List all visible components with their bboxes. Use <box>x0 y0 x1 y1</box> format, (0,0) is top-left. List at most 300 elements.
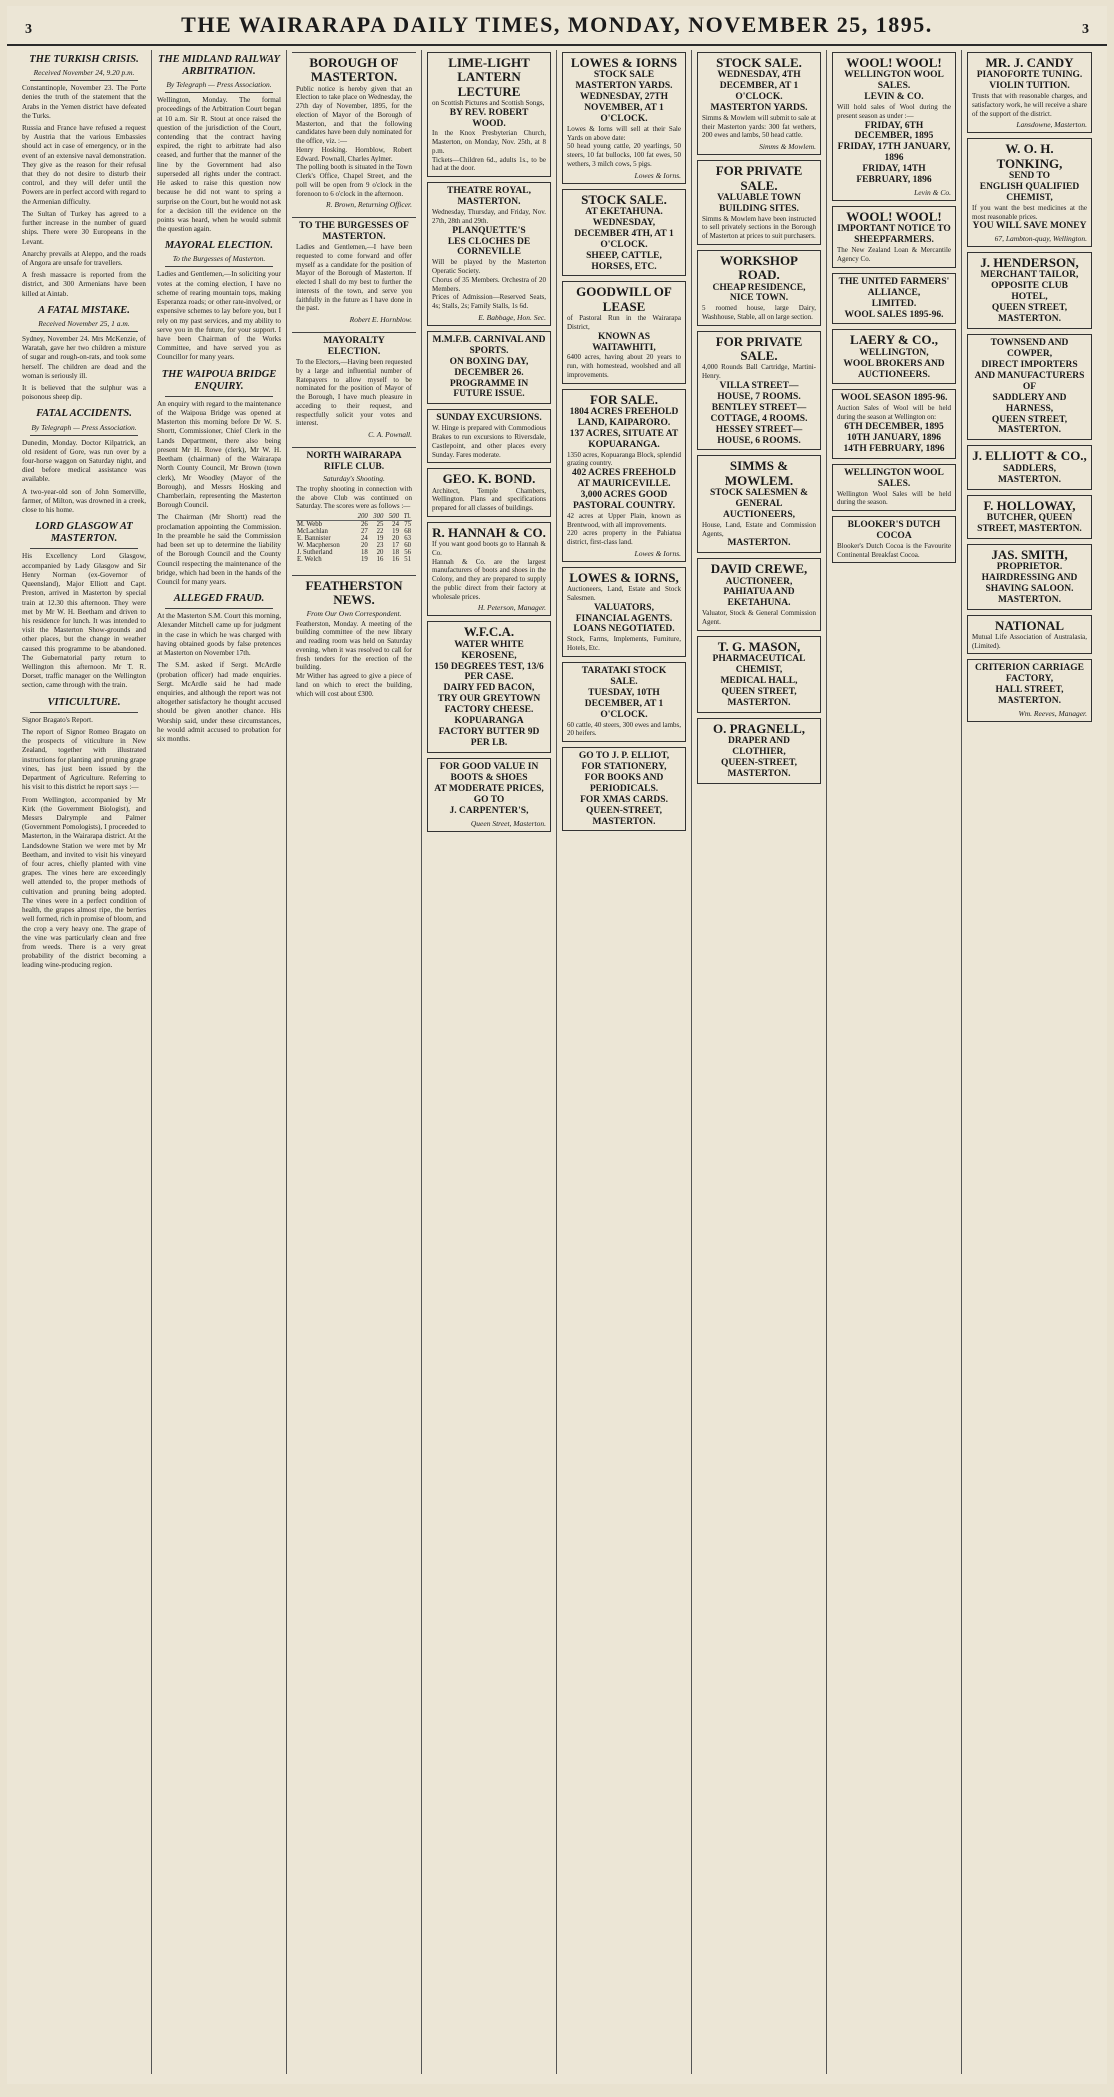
ad-line: The polling booth is situated in the Town Clerk's Office, Chapel Street, and the poll will be open from 9 o'clock in the forenoon to 6 o'clock in the afternoon. <box>296 163 412 198</box>
ad-subhead: From Our Own Correspondent. <box>306 608 402 618</box>
advertisement <box>967 659 1092 722</box>
ad-line: 4,000 Rounds Ball Cartridge, Martini-Henry. <box>702 363 816 381</box>
ad-line: ON BOXING DAY, DECEMBER 26. <box>449 356 529 378</box>
ad-signature: 67, Lambton-quay, Wellington. <box>994 234 1087 244</box>
ad-line: 5 roomed house, large Dairy, Washhouse, Stable, all on large section. <box>702 304 816 322</box>
ad-line: 402 ACRES FREEHOLD AT MAURICEVILLE. <box>572 468 676 490</box>
ad-title: FOR PRIVATE SALE. <box>715 333 803 364</box>
score-cell: 17 <box>392 542 399 550</box>
ad-signature: Lowes & Iorns. <box>634 170 681 180</box>
score-table <box>296 513 412 563</box>
column-6 <box>692 50 827 2074</box>
headline-rule <box>165 92 273 93</box>
ad-line: The trophy shooting in connection with the above Club was continued on Saturday. The scores were as follows :— <box>296 484 412 511</box>
ad-line: FOR BOOKS AND PERIODICALS. <box>584 772 664 794</box>
score-cell: 68 <box>404 528 411 536</box>
headline-rule <box>30 80 138 81</box>
article-paragraph: His Excellency Lord Glasgow, accompanied by Lady Glasgow and Sir Henry Norman (ex-Governor of Queensland), Major Elliott and Capt. Preston, arrived in Masterton by special train at 12.30 this afternoon. They were met by Mr W. H. Beetham and driven to his residence for lunch. It was intended to visit the Masterton Show-grounds and other places, but the change in weather caused this programme to be abandoned. The Gubernatorial party return to Wellington this afternoon. Mr T. R. Dorset, traffic manager on the Wellington section, came through with the train. <box>22 552 146 690</box>
ad-line: To the Electors,—Having been requested by a large and influential number of Ratepayers to allow myself to be nominated for the position of Mayor of the Borough, I have much pleasure in acceding to their request, and respectfully solicit your votes and interest. <box>296 358 412 428</box>
ad-title: T. G. MASON, <box>717 638 801 654</box>
ad-line: LIMITED. <box>871 298 917 309</box>
advertisement <box>832 329 956 384</box>
ad-title: SUNDAY EXCURSIONS. <box>436 413 542 424</box>
ad-title: JAS. SMITH, <box>991 546 1068 562</box>
ad-line: 220 acres property in the Pahiatua district, first-class land. <box>567 529 681 547</box>
ad-signature: C. A. Pownall. <box>368 430 412 440</box>
ad-line: In the Knox Presbyterian Church, Masterton, on Monday, Nov. 25th, at 8 p.m. <box>432 129 546 155</box>
score-cell: 18 <box>361 549 368 557</box>
ad-line: PLANQUETTE'S <box>452 225 526 236</box>
advertisement <box>562 567 686 657</box>
advertisement <box>697 250 821 326</box>
ad-title: W.F.C.A. <box>463 624 515 640</box>
ad-title: WOOL SEASON 1895-96. <box>840 393 948 404</box>
ad-line: MASTERTON YARDS. <box>575 81 673 92</box>
ad-signature: Simms & Mowlem. <box>759 142 816 152</box>
advertisement <box>292 447 416 570</box>
article <box>22 408 146 515</box>
score-cell: 24 <box>361 535 368 543</box>
ad-line: 137 ACRES, SITUATE AT KOPUARANGA. <box>569 428 679 450</box>
score-cell: 63 <box>404 535 411 543</box>
ad-line: 6TH DECEMBER, 1895 <box>844 421 944 432</box>
advertisement <box>562 662 686 742</box>
ad-title: TARATAKI STOCK SALE. <box>581 665 667 687</box>
ad-title: TOWNSEND AND COWPER, <box>990 338 1069 359</box>
ad-line: Ladies and Gentlemen,—I have been requested to come forward and offer myself as a candidate for the position of Mayor of the Borough of Masterton. If elected I shall do my best to further the interests of the town, and serve you faithfully in the future as I have done in the past. <box>296 243 412 313</box>
score-row <box>296 556 412 563</box>
ad-line: Featherston, Monday. A meeting of the building committee of the new library and reading room was held on Saturday evening, when it was resolved to call for fresh tenders for the erection of the building. <box>296 619 412 672</box>
score-cell: McLachlan <box>297 528 328 536</box>
ad-line: If you want good boots go to Hannah & Co. <box>432 540 546 557</box>
advertisement <box>427 409 551 463</box>
page-number-right: 3 <box>1081 22 1089 37</box>
ad-line: 10TH JANUARY, 1896 <box>846 432 942 443</box>
ad-line: on Scottish Pictures and Scottish Songs, <box>432 98 545 107</box>
ad-line: TRY OUR GREYTOWN FACTORY CHEESE. <box>437 694 541 716</box>
article-headline: THE TURKISH CRISIS. <box>29 54 139 65</box>
ad-line: FRIDAY, 14TH FEBRUARY, 1896 <box>856 164 932 186</box>
ad-line: 60 cattle, 40 steers, 300 ewes and lambs, 20 heifers. <box>567 720 681 738</box>
ad-line: KOPUARANGA FACTORY BUTTER 9D PER LB. <box>438 716 540 748</box>
ad-line: FOR STATIONERY, <box>581 761 667 772</box>
score-cell: 24 <box>392 521 399 529</box>
score-header-cell: Tl. <box>400 513 412 521</box>
article-paragraph: Anarchy prevails at Aleppo, and the roads of Angora are unsafe for travellers. <box>22 249 146 267</box>
column-1 <box>17 50 152 2074</box>
ad-line: PIANOFORTE TUNING. <box>976 70 1083 81</box>
ad-line: MASTERTON YARDS. <box>710 103 808 114</box>
article-paragraph: The report of Signor Romeo Bragato on the prospects of viticulture in New Zealand, together with illustrated instructions for planting and pruning grape vines, has just been issued by the Department of Agriculture. Referring to his visit to this district he report says :— <box>22 727 146 792</box>
ad-title: BLOOKER'S DUTCH COCOA <box>847 520 941 541</box>
column-8 <box>962 50 1097 2074</box>
article-paragraph: Constantinople, November 23. The Porte denies the truth of the statement that the Arabs in the Yemen district have defeated the Turks. <box>22 84 146 120</box>
ad-line: 14TH FEBRUARY, 1896 <box>843 443 945 454</box>
article-paragraph: A two-year-old son of John Somerville, farmer, of Milton, was drowned in a creek, close to his home. <box>22 487 146 515</box>
advertisement <box>832 273 956 325</box>
ad-signature: R. Brown, Returning Officer. <box>326 200 412 210</box>
column-7 <box>827 50 962 2074</box>
ad-title: GOODWILL OF LEASE <box>576 284 672 314</box>
ad-line: HESSEY STREET—HOUSE, 6 ROOMS. <box>715 424 803 446</box>
advertisement <box>562 389 686 562</box>
ad-title: SIMMS & MOWLEM. <box>724 458 794 488</box>
ad-line: Will hold sales of Wool during the present season as under :— <box>837 103 951 120</box>
ad-line: 1350 acres, Kopuaranga Block, splendid grazing country. <box>567 450 681 468</box>
score-row <box>296 528 412 535</box>
ad-line: VALUATORS, FINANCIAL AGENTS. <box>575 602 673 624</box>
score-cell: 22 <box>376 528 384 536</box>
ad-line: SHEEP, CATTLE, HORSES, ETC. <box>586 250 662 272</box>
article <box>157 240 281 362</box>
advertisement <box>832 206 956 268</box>
article-headline: THE WAIPOUA BRIDGE ENQUIRY. <box>161 368 277 392</box>
ad-line: of Pastoral Run in the Wairarapa District, <box>567 314 681 331</box>
score-cell: 19 <box>392 528 399 536</box>
ad-line: Architect, Temple Chambers, Wellington. Plans and specifications prepared for all classes of buildings. <box>432 486 546 513</box>
ad-line: HALL STREET, MASTERTON. <box>995 685 1064 707</box>
article-headline: VITICULTURE. <box>47 696 121 708</box>
ad-line: 3,000 ACRES GOOD PASTORAL COUNTRY. <box>573 490 675 511</box>
ad-line: PROPRIETOR. <box>996 561 1063 572</box>
ad-line: Mutual Life Association of Australasia, (Limited). <box>972 632 1087 650</box>
score-cell: 18 <box>392 549 399 557</box>
ad-line: QUEEN-STREET, MASTERTON. <box>720 757 798 779</box>
ad-line: Chorus of 35 Members. Orchestra of 20 Members. <box>432 275 546 293</box>
ad-line: BENTLEY STREET—COTTAGE, 4 ROOMS. <box>710 402 808 424</box>
ad-title: CRITERION CARRIAGE FACTORY, <box>975 663 1084 685</box>
ad-line: Blooker's Dutch Cocoa is the Favourite Continental Breakfast Cocoa. <box>837 541 951 559</box>
score-header-cell: 300 <box>369 513 385 521</box>
score-cell: 75 <box>404 521 411 529</box>
ad-line: 50 head young cattle, 20 yearlings, 50 steers, 10 fat bullocks, 100 fat ewes, 50 wethers, 3 milch cows, 5 pigs. <box>567 142 681 168</box>
ad-title: LIME-LIGHT LANTERN LECTURE <box>448 55 530 99</box>
article-paragraph: Sydney, November 24. Mrs McKenzie, of Waratah, gave her two children a mixture of sugar and rough-on-rats, and took some herself. The children are dead and the woman is seriously ill. <box>22 334 146 380</box>
ad-line: QUEEN-STREET, MASTERTON. <box>585 805 663 827</box>
ad-title: LOWES & IORNS <box>570 55 678 70</box>
ad-title: MAYORALTY ELECTION. <box>323 336 385 358</box>
article-paragraph: A fresh massacre is reported from the district, and 300 Armenians have been killed at Aintab. <box>22 271 146 298</box>
ad-line: If you want the best medicines at the most reasonable prices. <box>972 203 1087 221</box>
ad-title: WOOL! WOOL! <box>846 55 942 70</box>
ad-line: CHEAP RESIDENCE, NICE TOWN. <box>712 282 806 304</box>
advertisement <box>832 52 956 201</box>
ad-line: STOCK SALE <box>593 70 655 81</box>
score-cell: 23 <box>376 542 384 550</box>
article-subhead: To the Burgesses of Masterton. <box>172 254 266 264</box>
advertisement <box>427 52 551 177</box>
ad-line: ENGLISH QUALIFIED CHEMIST, <box>979 181 1080 203</box>
masthead <box>7 6 1107 46</box>
headline-rule <box>165 608 273 609</box>
advertisement <box>427 621 551 753</box>
ad-line: 1804 ACRES FREEHOLD LAND, KAIPARORO. <box>569 406 679 428</box>
paper-title: THE WAIRARAPA DAILY TIMES, MONDAY, NOVEMBER 25, 1895. <box>181 12 933 37</box>
ad-line: HAIRDRESSING AND SHAVING SALOON. <box>981 572 1078 594</box>
advertisement <box>967 52 1092 133</box>
headline-rule <box>30 548 138 549</box>
ad-signature: Wm. Reeves, Manager. <box>1018 709 1087 719</box>
ad-line: 150 DEGREES TEST, 13/6 PER CASE. <box>434 661 544 683</box>
ad-line: Hannah & Co. are the largest manufacturers of boots and shoes in the Colony, and they are prepared to supply the public direct from their factory at wholesale prices. <box>432 557 546 601</box>
ad-signature: Robert E. Hornblow. <box>349 315 412 325</box>
ad-line: YOU WILL SAVE MONEY <box>972 221 1087 232</box>
ad-signature: Queen Street, Masterton. <box>470 818 546 828</box>
article-paragraph: Ladies and Gentlemen,—In soliciting your votes at the coming election, I have no scheme of rearing mountain tops, making Esperanza roads; or other rate-involved, or expensive schemes to lay before you, but I rely on my past services, and my ability to serve you in the future, for your support. I have been Chairman of the Works Committee, and have served you as Councillor for many years. <box>157 270 281 362</box>
score-cell: 25 <box>376 521 384 529</box>
advertisement <box>832 516 956 563</box>
ad-line: AUCTIONEER, <box>725 576 793 587</box>
ad-title: J. ELLIOTT & CO., <box>972 448 1087 464</box>
ad-line: House, Land, Estate and Commission Agents, <box>702 520 816 538</box>
ad-line: Henry Hosking. Hornblow, Robert Edward. Pownall, Charles Aylmer. <box>296 145 412 163</box>
score-row <box>296 535 412 542</box>
ad-line: SEND TO <box>1008 170 1051 181</box>
advertisement <box>427 331 551 405</box>
column-2 <box>152 50 287 2074</box>
article-paragraph: The Chairman (Mr Shortt) read the proclamation appointing the Commission. In the preamble he said the Commission had been set up to determine the liability of the Borough Council and the County Council respecting the maintenance of the bridge, which had been in the hands of the Council for many years. <box>157 513 281 586</box>
ad-line: Simms & Mowlem have been instructed to sell privately sections in the Borough of Masterton at prices to suit purchasers. <box>702 214 816 241</box>
ad-line: STOCK SALESMEN & GENERAL AUCTIONEERS, <box>709 488 808 520</box>
score-cell: J. Sutherland <box>297 549 333 557</box>
ad-line: Tickets—Children 6d., adults 1s., to be had at the door. <box>432 155 546 173</box>
advertisement <box>292 52 416 212</box>
ad-line: MEDICAL HALL, <box>720 675 798 686</box>
advertisement <box>562 747 686 831</box>
ad-line: The New Zealand Loan & Mercantile Agency Co. <box>837 246 951 263</box>
article <box>22 54 146 299</box>
score-cell: 20 <box>361 542 368 550</box>
advertisement <box>427 522 551 617</box>
ad-signature: Lansdowne, Masterton. <box>1016 120 1087 130</box>
advertisement <box>427 758 551 832</box>
score-cell: 19 <box>376 535 384 543</box>
article-headline: MAYORAL ELECTION. <box>164 240 274 252</box>
headline-rule <box>165 266 273 267</box>
ad-title: NORTH WAIRARAPA RIFLE CLUB. <box>306 451 402 472</box>
ad-line: BUTCHER, QUEEN STREET, MASTERTON. <box>977 512 1082 534</box>
article-paragraph: At the Masterton S.M. Court this morning, Alexander Mitchell came up for judgment in the case in which he was charged with having obtained goods by false pretences at Masterton on November 17th. <box>157 612 281 658</box>
ad-title: M.M.F.B. CARNIVAL AND SPORTS. <box>432 334 546 356</box>
ad-line: PROGRAMME IN FUTURE ISSUE. <box>449 378 529 400</box>
advertisement <box>967 334 1092 440</box>
article-headline: THE MIDLAND RAILWAY ARBITRATION. <box>158 54 280 78</box>
score-cell: 51 <box>404 556 411 564</box>
ad-line: FOR XMAS CARDS. <box>580 794 668 805</box>
advertisement <box>832 389 956 458</box>
ad-line: IMPORTANT NOTICE TO SHEEPFARMERS. <box>837 224 951 246</box>
article-paragraph: The Sultan of Turkey has agreed to a further increase in the number of guard ships. There were 30 Europeans in the Levant. <box>22 209 146 246</box>
ad-title: LAERY & CO., <box>850 332 938 348</box>
ad-title: O. PRAGNELL, <box>712 720 806 736</box>
ad-title: MR. J. CANDY <box>985 55 1074 70</box>
score-cell: 56 <box>404 549 411 557</box>
ad-line: Mr Wither has agreed to give a piece of land on which to erect the building, which will cost about £300. <box>296 672 412 698</box>
article <box>157 369 281 588</box>
ad-line: WELLINGTON, <box>859 347 929 358</box>
ad-line: WEDNESDAY, 27TH NOVEMBER, AT 1 O'CLOCK. <box>580 92 668 124</box>
advertisement <box>967 252 1092 329</box>
ad-line: AT EKETAHUNA. <box>585 206 663 217</box>
article-headline: A FATAL MISTAKE. <box>38 304 130 316</box>
ad-subhead: Saturday's Shooting. <box>323 473 385 483</box>
ad-title: STOCK SALE. <box>716 55 802 70</box>
advertisement <box>967 445 1092 489</box>
ad-line: VIOLIN TUITION. <box>989 81 1070 92</box>
article <box>157 54 281 234</box>
score-row <box>296 549 412 556</box>
ad-line: LEVIN & CO. <box>864 92 924 103</box>
ad-signature: H. Peterson, Manager. <box>477 603 546 613</box>
ad-line: Lowes & Iorns will sell at their Sale Yards on above date: <box>567 124 681 142</box>
score-cell: 20 <box>376 549 384 557</box>
ad-line: SADDLERS, MASTERTON. <box>997 463 1062 485</box>
score-cell: 27 <box>361 528 368 536</box>
newspaper-page <box>7 6 1107 2084</box>
ad-line: BY REV. ROBERT WOOD. <box>449 107 529 129</box>
ad-title: STOCK SALE. <box>581 191 667 207</box>
score-header-cell: 200 <box>353 513 369 521</box>
ad-line: PAHIATUA AND EKETAHUNA. <box>723 587 795 609</box>
score-row <box>296 521 412 529</box>
ad-line: FRIDAY, 6TH DECEMBER, 1895 <box>854 120 934 142</box>
score-header-row <box>296 513 412 521</box>
ad-title: WORKSHOP ROAD. <box>719 252 798 283</box>
ad-title: TO THE BURGESSES OF MASTERTON. <box>299 221 409 243</box>
ad-line: WOOL SALES 1895-96. <box>844 309 944 320</box>
article-headline: ALLEGED FRAUD. <box>173 593 265 605</box>
ad-title: DAVID CREWE, <box>710 561 808 577</box>
ad-line: Auctioneers, Land, Estate and Stock Salesmen. <box>567 585 681 602</box>
ad-line: DIRECT IMPORTERS AND MANUFACTURERS OF <box>974 359 1085 392</box>
headline-rule <box>30 435 138 436</box>
ad-title: NATIONAL <box>994 617 1065 633</box>
article-paragraph: Signor Bragato's Report. <box>22 715 93 724</box>
ad-line: J. CARPENTER'S, <box>449 805 529 816</box>
article-paragraph: Russia and France have refused a request by Austria that the various Embassies should act in case of emergency, or in the event of an extensive naval demonstration. They give as the reason for their refusal that they do not desire to disturb their control, and they will defer until the Powers are in perfect accord with regard to the Armenian difficulty. <box>22 123 146 206</box>
ad-line: VILLA STREET—HOUSE, 7 ROOMS. <box>717 380 801 402</box>
score-header-cell: 500 <box>384 513 400 521</box>
ad-line: QUEEN STREET, MASTERTON. <box>991 303 1068 325</box>
ad-line: 6400 acres, having about 20 years to run, with homestead, woolshed and all improvements. <box>567 353 681 379</box>
score-cell: 16 <box>392 556 399 564</box>
advertisement <box>967 544 1092 610</box>
ad-line: Trusts that with reasonable charges, and satisfactory work, he will receive a share of the support of the district. <box>972 92 1087 118</box>
article <box>22 697 146 971</box>
ad-line: WEDNESDAY, 4TH DECEMBER, AT 1 O'CLOCK. <box>717 70 801 103</box>
ad-line: AT MODERATE PRICES, GO TO <box>434 783 544 805</box>
article-headline: LORD GLASGOW AT MASTERTON. <box>35 521 133 545</box>
ad-line: MERCHANT TAILOR, <box>980 270 1079 281</box>
ad-line: Public notice is hereby given that an Election to take place on Wednesday, the 27th day of November, 1895, for the election of Mayor of the Borough of Masterton, and that the following candidates have been duly nominated for the office, viz. :— <box>296 84 412 146</box>
advertisement <box>697 558 821 631</box>
page-number: 3 <box>25 22 32 37</box>
ad-line: Simms & Mowlem will submit to sale at their Masterton yards: 300 fat wethers, 200 ewes and lambs, 50 head cattle. <box>702 113 816 140</box>
ad-title: LOWES & IORNS, <box>569 569 679 585</box>
ad-line: KNOWN AS WAITAWHITI, <box>592 331 656 353</box>
ad-line: Wednesday, Thursday, and Friday, Nov. 27th, 28th and 29th. <box>432 208 546 225</box>
ad-title: J. HENDERSON, <box>980 255 1079 271</box>
ad-line: WOOL BROKERS AND AUCTIONEERS. <box>843 358 945 380</box>
score-cell: 60 <box>404 542 411 550</box>
column-3 <box>287 50 422 2074</box>
ad-line: Wellington Wool Sales will be held during the season. <box>837 489 951 507</box>
advertisement <box>697 455 821 553</box>
ad-signature: E. Babbage, Hon. Sec. <box>478 312 546 322</box>
article-paragraph: Wellington, Monday. The formal proceedings of the Arbitration Court began at 10 a.m. Sir R. Stout at once raised the question of the jurisdiction of the Court, contending that the contract having expired, the right to arbitrate had also ceased, and further that the manner of the line by the Government had also superseded all rights under the contract. He asked to raise this question now because he did not want to spring a surprise on the Court, but he would not ask for a decision till the evidence on the points was heard, when he would submit the question again. <box>157 96 281 234</box>
ad-line: WEDNESDAY, DECEMBER 4TH, AT 1 O'CLOCK. <box>574 217 674 250</box>
ad-title: WELLINGTON WOOL SALES. <box>844 467 944 489</box>
ad-line: SADDLERY AND HARNESS, <box>992 392 1067 414</box>
ad-title: FOR SALE. <box>590 391 658 407</box>
ad-line: Valuator, Stock & General Commission Agent. <box>702 609 816 627</box>
score-cell: M. Webb <box>297 521 323 529</box>
score-cell: E. Bannister <box>297 535 331 543</box>
ad-line: QUEEN STREET, MASTERTON. <box>991 414 1068 436</box>
score-cell: 16 <box>376 556 384 564</box>
advertisement <box>697 52 821 155</box>
headline-rule <box>30 712 138 713</box>
ad-title: R. HANNAH & CO. <box>432 524 546 540</box>
ad-line: TUESDAY, 10TH DECEMBER, AT 1 O'CLOCK. <box>584 687 664 720</box>
article <box>22 521 146 690</box>
article-subhead: By Telegraph — Press Association. <box>31 422 137 432</box>
score-cell: 26 <box>361 521 368 529</box>
advertisement <box>832 464 956 511</box>
article <box>157 593 281 744</box>
ad-line: DAIRY FED BACON, <box>443 683 535 694</box>
ad-title: GEO. K. BOND. <box>442 471 536 487</box>
advertisement <box>967 495 1092 539</box>
advertisement <box>562 189 686 277</box>
advertisement <box>697 718 821 784</box>
ad-line: Will be played by the Masterton Operatic Society. <box>432 258 546 276</box>
ad-title: BOROUGH OF MASTERTON. <box>309 55 399 85</box>
ad-title: THEATRE ROYAL, MASTERTON. <box>447 186 531 208</box>
columns <box>17 50 1097 2074</box>
article-paragraph: Dunedin, Monday. Doctor Kilpatrick, an old resident of Gore, was run over by a four-horse waggon on Saturday night, and died before medical assistance was available. <box>22 438 146 484</box>
ad-line: DRAPER AND CLOTHIER, <box>727 736 790 757</box>
ad-signature: Levin & Co. <box>914 188 951 198</box>
advertisement <box>562 52 686 184</box>
score-cell: W. Macpherson <box>297 542 340 550</box>
article-subhead: Received November 25, 1 a.m. <box>38 318 130 328</box>
column-4 <box>422 50 557 2074</box>
score-cell: 19 <box>361 556 368 564</box>
ad-line: QUEEN STREET, MASTERTON. <box>721 686 797 708</box>
headline-rule <box>165 396 273 397</box>
advertisement <box>562 281 686 383</box>
column-5 <box>557 50 692 2074</box>
ad-line: WATER WHITE KEROSENE, <box>454 639 524 661</box>
ad-signature: Lowes & Iorns. <box>634 548 681 558</box>
ad-line: LES CLOCHES DE CORNEVILLE <box>447 236 531 258</box>
ad-title: FEATHERSTON NEWS. <box>305 578 403 608</box>
ad-line: Prices of Admission—Reserved Seats, 4s; Stalls, 2s; Family Stalls, 1s 6d. <box>432 293 546 311</box>
article-subhead: By Telegraph — Press Association. <box>166 80 272 90</box>
ad-line: OPPOSITE CLUB HOTEL, <box>991 281 1068 303</box>
ad-line: Stock, Farms, Implements, Furniture, Hotels, Etc. <box>567 635 681 653</box>
ad-line: FRIDAY, 17TH JANUARY, 1896 <box>837 142 951 164</box>
ad-line: WELLINGTON WOOL SALES. <box>844 70 944 92</box>
ad-line: 42 acres at Upper Plain, known as Brentwood, with all improvements. <box>567 511 681 529</box>
ad-line: W. Hinge is prepared with Commodious Brakes to run excursions to Riversdale, Castlepoint, and other places every Sunday. Fares moderate. <box>432 424 546 459</box>
article-paragraph: The S.M. asked if Sergt. McArdle (probation officer) had made enquiries. Sergt. McArdle said he had made enquiries, and although the report was not altogether satisfactory he thought accused should be given another chance. His Worship said, under these circumstances, he would admit accused to probation for six months. <box>157 661 281 744</box>
score-cell: E. Welch <box>297 556 322 564</box>
ad-line: VALUABLE TOWN BUILDING SITES. <box>717 192 801 214</box>
article-paragraph: An enquiry with regard to the maintenance of the Waipoua Bridge was opened at Masterton this morning before Dr W. S. Shortt, Commissioner, Chief Clerk in the Lands Department, there also being present Mr H. Rowe (clerk), Mr W. H. Beetham (chairman) of the Wairarapa North County Council, Mr Brown (town clerk), Mr Woodley (Mayor of the Borough), and Messrs Hosking and Chamberlain, representing the Masterton Borough Council. <box>157 399 281 510</box>
score-cell: 20 <box>392 535 399 543</box>
